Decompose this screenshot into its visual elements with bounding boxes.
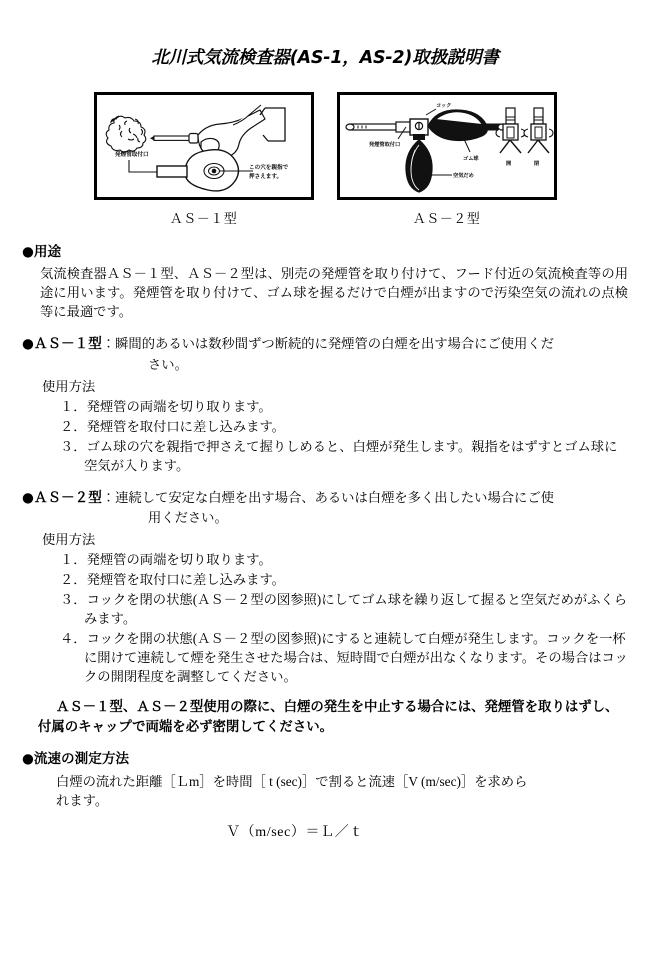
list-item bbox=[60, 570, 628, 589]
section-as2-desc-cont: 用ください。 bbox=[148, 510, 228, 526]
section-velocity-text-cont: れます。 bbox=[56, 792, 109, 808]
as2-cock-label: コック bbox=[435, 103, 451, 109]
figure-as1-caption: ＡＳ－１型 bbox=[169, 211, 238, 226]
figure-as2-caption: ＡＳ－２型 bbox=[412, 211, 481, 226]
document-body bbox=[22, 243, 628, 843]
rubber-bulb-icon bbox=[157, 150, 239, 191]
step-number: ３． bbox=[60, 438, 87, 454]
section-heading-as2-desc: ：連続して安定な白煙を出す場合、あるいは白煙を多く出したい場合にご使 bbox=[101, 489, 554, 505]
as1-diagram bbox=[97, 95, 311, 197]
list-item bbox=[60, 629, 628, 686]
as1-hole-note-line1: この穴を親指で bbox=[248, 165, 288, 171]
as2-rubber-bulb-icon bbox=[428, 110, 506, 141]
list-item bbox=[60, 417, 628, 436]
smoke-tube-icon bbox=[150, 134, 198, 144]
as1-hole-note-line2: 押さえます。 bbox=[248, 174, 282, 180]
as2-diagram bbox=[340, 95, 554, 197]
figure-row bbox=[22, 92, 628, 227]
list-item bbox=[60, 397, 628, 416]
as1-inlet-leader bbox=[129, 160, 157, 172]
step-text: 発煙管の両端を切り取ります。 bbox=[86, 552, 272, 568]
step-text: 発煙管を取付口に差し込みます。 bbox=[86, 418, 285, 434]
step-number: １． bbox=[60, 552, 87, 568]
section-as1-desc-cont: さい。 bbox=[148, 356, 188, 372]
section-as2-steps bbox=[22, 550, 628, 686]
step-text: コックを閉の状態(ＡＳ－２型の図参照)にしてゴム球を繰り返して握ると空気だめがふくらみます。 bbox=[84, 592, 628, 627]
step-number: ４． bbox=[60, 631, 87, 647]
section-heading-as1-desc: ：瞬間的あるいは数秒間ずつ断続的に発煙管の白煙を出す場合にご使用くだ bbox=[101, 336, 554, 352]
valve-open-label: 開 bbox=[505, 161, 511, 167]
list-item bbox=[60, 590, 628, 628]
section-heading-as2 bbox=[22, 488, 628, 508]
list-item bbox=[60, 550, 628, 569]
document-page bbox=[0, 44, 650, 963]
cock-valve-icon bbox=[410, 119, 428, 140]
list-item bbox=[60, 437, 628, 475]
section-as1-usage-label: 使用方法 bbox=[42, 378, 96, 394]
figure-as1-box bbox=[94, 92, 314, 200]
as2-smoke-tube-icon bbox=[346, 122, 412, 132]
step-number: ２． bbox=[60, 572, 87, 588]
as1-inlet-label: 発煙管取付口 bbox=[114, 152, 149, 158]
section-heading-as1-title: ●ＡＳ－１型 bbox=[22, 336, 102, 353]
safety-notice: ＡＳ－１型、ＡＳ－２型使用の際に、白煙の発生を中止する場合には、発煙管を取りはずし、付属のキャップで両端を必ず密閉してください。 bbox=[38, 700, 619, 735]
page-title: 北川式気流検査器(AS-1，AS-2)取扱説明書 bbox=[151, 48, 499, 68]
step-number: １． bbox=[60, 398, 87, 414]
step-text: ゴム球の穴を親指で押さえて握りしめると、白煙が発生します。親指をはずすとゴム球に空気が入ります。 bbox=[84, 438, 618, 473]
as2-inlet-label: 発煙管取付口 bbox=[368, 142, 400, 148]
section-as1-steps bbox=[22, 397, 628, 475]
as2-reservoir-label: 空気だめ bbox=[452, 173, 474, 179]
air-reservoir-icon bbox=[405, 140, 431, 192]
section-as2-usage-label: 使用方法 bbox=[42, 532, 96, 548]
section-heading-as1 bbox=[22, 334, 628, 354]
figure-as1 bbox=[94, 92, 314, 227]
step-number: ３． bbox=[60, 592, 87, 608]
step-number: ２． bbox=[60, 418, 87, 434]
sleeve-cuff-icon bbox=[260, 108, 285, 141]
step-text: コックを開の状態(ＡＳ－２型の図参照)にすると連続して白煙が発生します。コックを一杯に開けて連続して煙を発生させた場合は、短時間で白煙が出なくなります。その場合はコックの開閉程度を調整してください。 bbox=[84, 631, 628, 685]
section-heading-velocity: ●流速の測定方法 bbox=[22, 751, 130, 768]
section-heading-purpose: ●用途 bbox=[22, 244, 62, 260]
step-text: 発煙管を取付口に差し込みます。 bbox=[86, 572, 285, 588]
section-heading-as2-title: ●ＡＳ－２型 bbox=[22, 489, 102, 506]
step-text: 発煙管の両端を切り取ります。 bbox=[86, 398, 272, 414]
as2-bulb-label: ゴム球 bbox=[462, 156, 479, 162]
section-purpose-text: 気流検査器ＡＳ－１型、ＡＳ－２型は、別売の発煙管を取り付けて、フード付近の気流検査等の用途に用います。発煙管を取り付けて、ゴム球を握るだけで白煙が出ますので汚染空気の流れの点検等に最適です。 bbox=[40, 266, 628, 320]
valve-closed-label: 閉 bbox=[533, 161, 539, 167]
smoke-cloud-icon bbox=[106, 116, 146, 152]
figure-as2 bbox=[337, 92, 557, 227]
velocity-formula: Ｖ（m/sec）＝Ｌ／ｔ bbox=[226, 824, 364, 840]
valve-closed-icon bbox=[524, 108, 553, 153]
figure-as2-box bbox=[337, 92, 557, 200]
section-velocity-text: 白煙の流れた距離［Ｌm］を時間［ t (sec)］で割ると流速［V (m/sec)］を求めら bbox=[56, 773, 528, 789]
